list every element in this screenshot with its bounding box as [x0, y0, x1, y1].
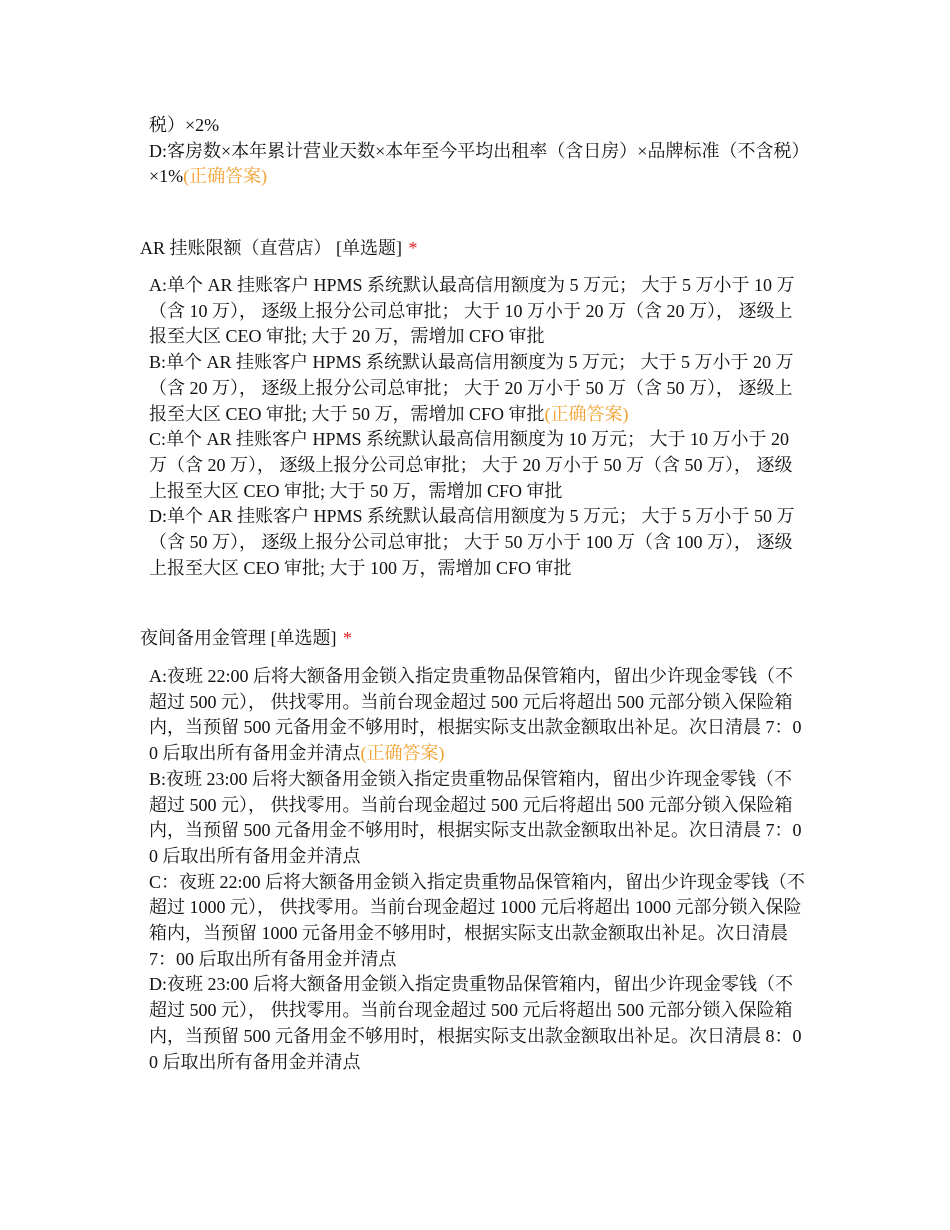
- option-text: B:夜班 23:00 后将大额备用金锁入指定贵重物品保管箱内，留出少许现金零钱（不超过 500 元）， 供找零用。当前台现金超过 500 元后将超出 500 元部分锁入保险箱内，当预留 500 元备用金不够用时，根据实际支出款金额取出补足。次日清晨 7：00 后取出所有备用金并清点: [149, 768, 802, 866]
- option-text: A:单个 AR 挂账客户 HPMS 系统默认最高信用额度为 5 万元； 大于 5 万小于 10 万（含 10 万）， 逐级上报分公司总审批； 大于 10 万小于 20 万（含 20 万）， 逐级上报至大区 CEO 审批; 大于 20 万，需增加 CFO 审批: [149, 275, 795, 347]
- option-text: D:客房数×本年累计营业天数×本年至今平均出租率（含日房）×品牌标准（不含税）×1%: [149, 140, 801, 187]
- option-text: D:单个 AR 挂账客户 HPMS 系统默认最高信用额度为 5 万元； 大于 5 万小于 50 万（含 50 万）， 逐级上报分公司总审批； 大于 50 万小于 100 万（含 100 万）， 逐级上报至大区 CEO 审批; 大于 100 万，需增加 CFO 审批: [149, 506, 795, 578]
- option-text: D:夜班 23:00 后将大额备用金锁入指定贵重物品保管箱内，留出少许现金零钱（不超过 500 元）， 供找零用。当前台现金超过 500 元后将超出 500 元部分锁入保险箱内，当预留 500 元备用金不够用时，根据实际支出款金额取出补足。次日清晨 8：00 后取出所有备用金并清点: [149, 974, 802, 1072]
- option-d: [149, 504, 809, 581]
- correct-answer-marker: (正确答案): [544, 403, 629, 424]
- correct-answer-marker: (正确答案): [360, 743, 445, 764]
- previous-question-options: [140, 113, 809, 190]
- option-b: [149, 767, 809, 870]
- option-text: 税）×2%: [149, 115, 220, 135]
- option-text: C：夜班 22:00 后将大额备用金锁入指定贵重物品保管箱内，留出少许现金零钱（不超过 1000 元）， 供找零用。当前台现金超过 1000 元后将超出 1000 元部分锁入保险箱内，当预留 1000 元备用金不够用时，根据实际支出款金额取出补足。次日清晨 7：00 后取出所有备用金并清点: [149, 871, 806, 969]
- question-title-text: 夜间备用金管理 [单选题]: [140, 628, 337, 648]
- question-petty-cash-options: [140, 664, 809, 1075]
- option-c: [149, 427, 809, 504]
- question-ar-credit-limit: [140, 235, 810, 261]
- option-c: [149, 870, 809, 973]
- option-d: [149, 972, 809, 1075]
- question-title-text: AR 挂账限额（直营店） [单选题]: [140, 238, 402, 258]
- option-a: [149, 664, 809, 767]
- option-text: B:单个 AR 挂账客户 HPMS 系统默认最高信用额度为 5 万元； 大于 5 万小于 20 万（含 20 万）， 逐级上报分公司总审批； 大于 20 万小于 50 万（含 50 万）， 逐级上报至大区 CEO 审批; 大于 50 万，需增加 CFO 审批: [149, 352, 794, 424]
- option-b: [149, 350, 809, 427]
- question-title: [140, 625, 810, 651]
- option-text: A:夜班 22:00 后将大额备用金锁入指定贵重物品保管箱内，留出少许现金零钱（不超过 500 元）， 供找零用。当前台现金超过 500 元后将超出 500 元部分锁入保险箱内，当预留 500 元备用金不够用时，根据实际支出款金额取出补足。次日清晨 7：00 后取出所有备用金并清点: [149, 666, 802, 764]
- question-title: [140, 235, 810, 261]
- required-asterisk: *: [408, 238, 418, 258]
- required-asterisk: *: [343, 628, 352, 648]
- option-a: [149, 273, 809, 350]
- correct-answer-marker: (正确答案): [183, 166, 268, 187]
- option-text: C:单个 AR 挂账客户 HPMS 系统默认最高信用额度为 10 万元； 大于 10 万小于 20 万（含 20 万）， 逐级上报分公司总审批； 大于 20 万小于 50 万（含 50 万）， 逐级上报至大区 CEO 审批; 大于 50 万，需增加 CFO 审批: [149, 429, 793, 501]
- option-c-tail: [149, 113, 809, 139]
- question-night-petty-cash: [140, 625, 810, 651]
- question-ar-options: [140, 273, 809, 581]
- option-d: [149, 139, 809, 190]
